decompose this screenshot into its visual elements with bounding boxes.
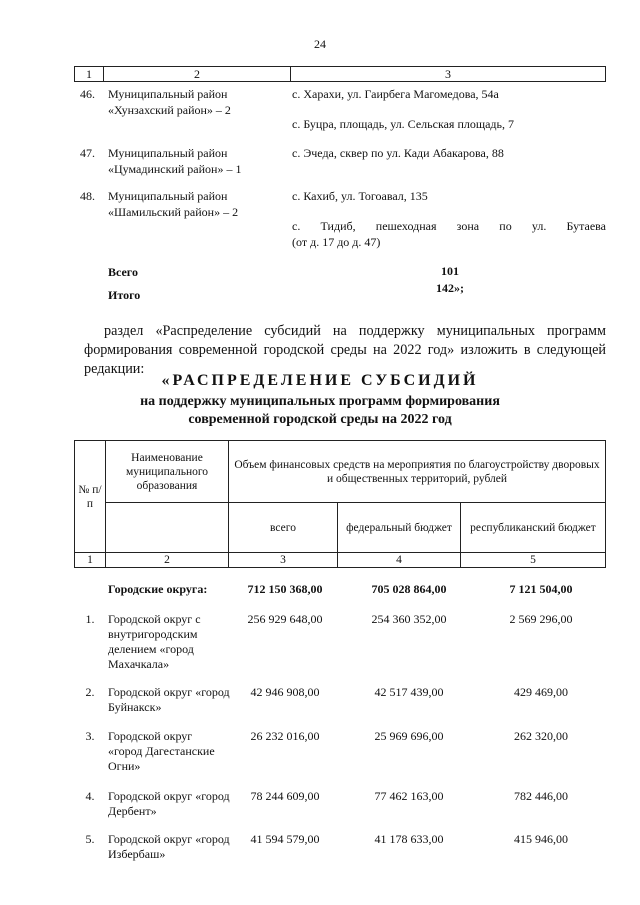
row-number: 46. [80, 87, 95, 101]
section-subtitle-line-1: на поддержку муниципальных программ формирования [140, 394, 500, 409]
column-index: 5 [461, 553, 606, 568]
value-federal: 77 462 163,00 [374, 789, 444, 803]
address: с. Харахи, ул. Гаирбега Магомедова, 54а [292, 87, 499, 101]
header-cell-3: 3 [291, 67, 606, 82]
total-label: Всего [108, 265, 138, 279]
column-index: 2 [106, 553, 229, 568]
column-index: 3 [229, 553, 338, 568]
row-number: 47. [80, 146, 95, 160]
address: (от д. 17 до д. 47) [292, 235, 381, 249]
address: с. Буцра, площадь, ул. Сельская площадь, 7 [292, 117, 514, 131]
municipality-name: Городской округ «город Дагестанские Огни» [108, 729, 215, 773]
subsidy-table-header [74, 440, 606, 568]
summary-label: Городские округа: [108, 582, 208, 596]
total-value: 101 [441, 264, 459, 278]
value-total: 41 594 579,00 [250, 832, 320, 846]
row-number: 48. [80, 189, 95, 203]
value-total: 26 232 016,00 [250, 729, 320, 743]
value-republic: 415 946,00 [514, 832, 568, 846]
value-republic: 782 446,00 [514, 789, 568, 803]
address-table-header [74, 66, 606, 82]
summary-republic: 7 121 504,00 [509, 582, 573, 596]
address: с. Кахиб, ул. Тогоавал, 135 [292, 189, 428, 203]
value-total: 42 946 908,00 [250, 685, 320, 699]
column-name-header: Наименование муниципального образования [106, 441, 229, 503]
value-republic: 262 320,00 [514, 729, 568, 743]
page-number: 24 [314, 37, 326, 51]
municipality-name: Городской округ «город Избербаш» [108, 832, 230, 861]
row-number: 2. [85, 685, 95, 699]
amendment-paragraph: раздел «Распределение субсидий на поддержку муниципальных программ формирования современной городской среды на 2022 год» изложить в следующей редакции: [84, 323, 606, 377]
value-federal: 254 360 352,00 [371, 612, 447, 626]
address: с. Эчеда, сквер по ул. Кади Абакарова, 88 [292, 146, 504, 160]
empty-cell [106, 503, 229, 553]
summary-total: 712 150 368,00 [247, 582, 323, 596]
column-republic-header: республиканский бюджет [461, 503, 606, 553]
row-number: 5. [85, 832, 95, 846]
municipality-name: Городской округ «город Дербент» [108, 789, 230, 818]
value-total: 78 244 609,00 [250, 789, 320, 803]
municipality-name: Городской округ «город Буйнакск» [108, 685, 230, 714]
column-index: 4 [338, 553, 461, 568]
header-cell-2: 2 [104, 67, 291, 82]
value-republic: 2 569 296,00 [509, 612, 573, 626]
municipality-name: Муниципальный район «Цумадинский район» – 1 [108, 146, 242, 176]
municipality-name: Городской округ с внутригородским делением «город Махачкала» [108, 612, 201, 671]
row-number: 3. [85, 729, 95, 743]
municipality-name: Муниципальный район «Шамильский район» – 2 [108, 189, 239, 219]
grand-total-value: 142»; [436, 281, 464, 295]
value-federal: 25 969 696,00 [374, 729, 444, 743]
value-republic: 429 469,00 [514, 685, 568, 699]
row-number: 1. [85, 612, 95, 626]
section-title: «РАСПРЕДЕЛЕНИЕ СУБСИДИЙ [161, 372, 479, 389]
column-number-header: № п/п [75, 441, 106, 553]
header-cell-1: 1 [75, 67, 104, 82]
column-volume-header: Объем финансовых средств на мероприятия по благоустройству дворовых и общественных территорий, рублей [229, 441, 606, 503]
address: с. Тидиб, пешеходная зона по ул. Бутаева [292, 219, 606, 233]
row-number: 4. [85, 789, 95, 803]
column-federal-header: федеральный бюджет [338, 503, 461, 553]
municipality-name: Муниципальный район «Хунзахский район» – 2 [108, 87, 231, 117]
summary-federal: 705 028 864,00 [371, 582, 447, 596]
section-subtitle-line-2: современной городской среды на 2022 год [188, 412, 452, 427]
value-federal: 41 178 633,00 [374, 832, 444, 846]
column-total-header: всего [229, 503, 338, 553]
value-total: 256 929 648,00 [247, 612, 323, 626]
column-index: 1 [75, 553, 106, 568]
grand-total-label: Итого [108, 288, 141, 302]
value-federal: 42 517 439,00 [374, 685, 444, 699]
